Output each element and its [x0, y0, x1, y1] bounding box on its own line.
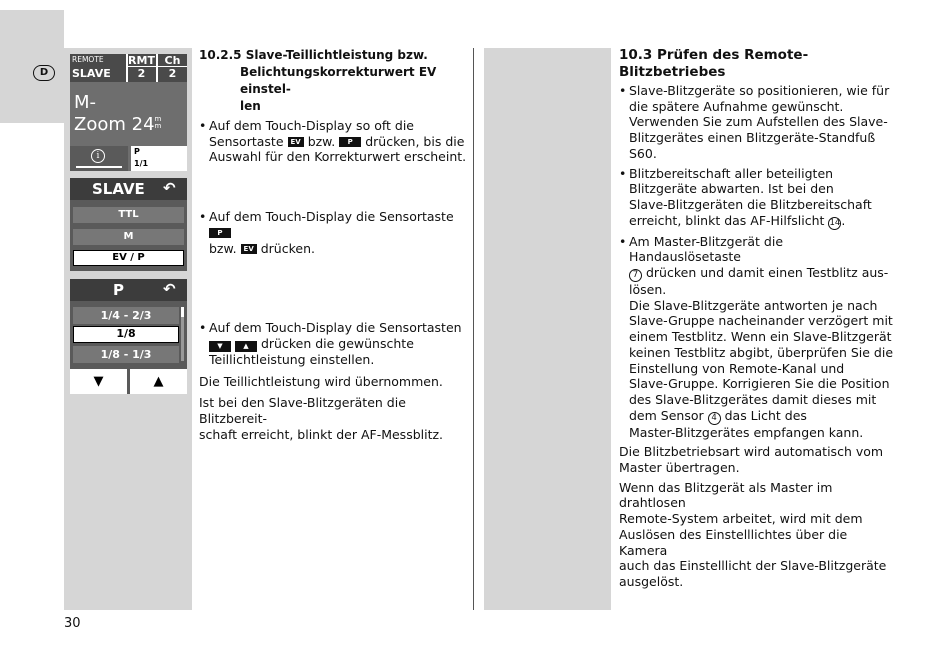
text-line: Auf dem Touch-Display die Sensortasten [209, 320, 462, 336]
slave-menu-display [70, 178, 187, 271]
text-line: Master übertragen. [619, 460, 740, 476]
p-key-icon: P [339, 137, 361, 147]
p-key-icon: P [209, 228, 231, 238]
menu-title: SLAVE [92, 180, 145, 198]
channel-label: Ch [164, 54, 181, 67]
slave-label: SLAVE [72, 67, 111, 80]
list-item: • Auf dem Touch-Display die Sensortasten ▼ ▲ drücken die gewünschte Teillichtleistung einstellen. [199, 320, 467, 367]
p-menu-display [70, 279, 187, 394]
text-line: Verwenden Sie zum Aufstellen des Slave- [629, 114, 888, 130]
text-line: schaft erreicht, blinkt der AF-Messblitz. [199, 426, 444, 442]
ev-key-icon: EV [241, 244, 257, 254]
text-line: drücken die gewünschte [260, 335, 414, 351]
power-option[interactable]: 1/8 - 1/3 [73, 346, 179, 363]
text-line: Die Slave-Blitzgeräte antworten je nach [629, 297, 878, 313]
text-line: Teillichtleistung einstellen. [209, 351, 375, 367]
reference-number: 14 [829, 217, 841, 228]
info-icon: i [91, 149, 105, 163]
left-text-column [199, 47, 467, 442]
text-line: Blitzgerätes einen Blitzgeräte-Standfuß [629, 130, 876, 146]
ev-key-icon: EV [288, 137, 304, 147]
back-icon[interactable]: ↶ [163, 179, 176, 197]
menu-option-m[interactable]: M [73, 229, 184, 245]
text-line: keinen Testblitz abgibt, überprüfen Sie die [629, 344, 894, 360]
p-label: P [134, 147, 140, 156]
menu-title: P [113, 281, 124, 299]
list-item: • Blitzbereitschaft aller beteiligten Blitzgeräte abwarten. Ist bei den Slave-Blitzgeräten die Blitzbereitschaft erreicht, blinkt das AF-Hilfslicht 14. [619, 166, 894, 230]
underline [76, 166, 122, 168]
reference-number: 7 [629, 269, 642, 282]
column-divider [473, 48, 474, 610]
unit-label [155, 116, 162, 130]
down-arrow-button[interactable]: ▼ [70, 369, 127, 394]
heading-line: len [240, 99, 261, 113]
scrollbar-thumb[interactable] [181, 307, 184, 317]
down-key-icon: ▼ [209, 341, 231, 352]
section-heading [199, 47, 467, 115]
paragraph [199, 395, 467, 442]
text-line: Master-Blitzgerätes empfangen kann. [629, 424, 864, 440]
text-line: Auf dem Touch-Display die Sensortaste [209, 209, 454, 225]
text-line: Am Master-Blitzgerät die Handauslösetaste [629, 233, 784, 265]
text-line: Slave-Gruppe nacheinander verzögert mit [629, 313, 893, 329]
mode-line: M- [74, 92, 97, 113]
text-line: Slave-Blitzgeräte so positionieren, wie für [629, 83, 890, 98]
unit-bottom: m [154, 122, 162, 130]
text-line: Ist bei den Slave-Blitzgeräten die Blitzbereit- [199, 395, 406, 427]
power-option-selected[interactable]: 1/8 [73, 326, 179, 343]
list-item: • Auf dem Touch-Display so oft die Sensortaste EV bzw. P drücken, bis die Auswahl für den Korrekturwert erscheint. [199, 118, 467, 165]
text-line: Remote-System arbeitet, wird mit dem [619, 511, 863, 527]
rmt-label: RMT [128, 54, 155, 67]
info-button[interactable] [70, 146, 128, 171]
section-heading: 10.3 Prüfen des Remote-Blitzbetriebes [619, 47, 809, 80]
status-display [70, 54, 187, 171]
text-line: bzw. [209, 240, 237, 256]
p-value: 1/1 [134, 159, 149, 168]
remote-label: REMOTE [72, 55, 104, 64]
text-line: . [841, 212, 846, 228]
rmt-value: 2 [137, 67, 146, 80]
paragraph [619, 444, 894, 475]
chapter-tab [0, 10, 64, 123]
text-line: Auswahl für den Korrekturwert erscheint. [209, 149, 467, 165]
up-key-icon: ▲ [235, 341, 257, 352]
text-line: drücken. [260, 240, 315, 256]
text-line: drücken, bis die [365, 133, 465, 149]
language-badge: D [33, 65, 55, 81]
section-number: 10.2.5 [199, 48, 242, 62]
heading-line: Slave-Teillichtleistung bzw. [245, 48, 428, 62]
text-line: Einstellung von Remote-Kanal und [629, 360, 845, 376]
text-line: Slave-Gruppe. Korrigieren Sie die Position [629, 376, 890, 392]
text-line: ausgelöst. [619, 573, 684, 589]
text-line: Die Blitzbetriebsart wird automatisch vom [619, 444, 884, 460]
paragraph: Die Teillichtleistung wird übernommen. [199, 373, 443, 389]
illustration-strip-right [484, 48, 611, 610]
back-icon[interactable]: ↶ [163, 280, 176, 298]
text-line: einem Testblitz. Wenn ein Slave-Blitzgerät [629, 329, 892, 345]
text-line: das Licht des [724, 407, 807, 423]
right-text-column [619, 47, 894, 590]
reference-number: 4 [708, 412, 721, 425]
text-line: lösen. [629, 282, 667, 298]
mode-readout [74, 92, 161, 136]
text-line: erreicht, blinkt das AF-Hilfslicht [629, 212, 825, 228]
text-line: dem Sensor [629, 407, 704, 423]
power-option[interactable]: 1/4 - 2/3 [73, 307, 179, 324]
text-line: auch das Einstelllicht der Slave-Blitzgeräte [619, 558, 887, 574]
text-line: drücken und damit einen Testblitz aus- [645, 265, 889, 281]
list-item: • Am Master-Blitzgerät die Handauslösetaste 7 drücken und damit einen Testblitz aus- lösen. Die Slave-Blitzgeräte antworten je nach Slave-Gruppe nacheinander verzögert mit einem Testblitz. Wenn ein Slave-Blitzgerät keinen Testblitz abgibt, überprüfen Sie die Einstellung von Remote-Kanal und Slave-Gruppe. Korrigieren Sie die Position des Slave-Blitzgerätes damit dieses mit dem Sensor 4 das Licht des Master-Blitzgerätes empfangen kann. [619, 233, 894, 440]
menu-option-ttl[interactable]: TTL [73, 207, 184, 223]
text-line: Slave-Blitzgeräten die Blitzbereitschaft [629, 196, 872, 212]
paragraph [619, 480, 894, 590]
text-line: Wenn das Blitzgerät als Master im drahtlosen [619, 479, 833, 511]
unit-top: m [154, 115, 162, 123]
power-level-box[interactable] [131, 146, 187, 171]
list-item: • Slave-Blitzgeräte so positionieren, wie für die spätere Aufnahme gewünscht. Verwenden Sie zum Aufstellen des Slave- Blitzgerätes einen Blitzgeräte-Standfuß S60. [619, 83, 894, 162]
text-line: bzw. [307, 133, 336, 149]
page-number: 30 [64, 616, 81, 631]
up-arrow-button[interactable]: ▲ [130, 369, 187, 394]
menu-option-ev-p[interactable]: EV / P [73, 250, 184, 266]
text-line: S60. [629, 145, 657, 161]
text-line: Sensortaste [209, 133, 284, 149]
list-item: • Auf dem Touch-Display die Sensortaste P bzw. EV drücken. [199, 209, 454, 256]
text-line: Blitzbereitschaft aller beteiligten [629, 165, 834, 181]
text-line: des Slave-Blitzgerätes damit dieses mit [629, 391, 877, 407]
heading-line: Belichtungskorrekturwert EV einstel- [240, 65, 437, 96]
text-line: die spätere Aufnahme gewünscht. [629, 98, 844, 114]
text-line: Auf dem Touch-Display so oft die [209, 118, 414, 133]
text-line: Auslösen des Einstelllichtes über die Kamera [619, 526, 848, 558]
zoom-readout: Zoom 24 [74, 114, 155, 135]
text-line: Blitzgeräte abwarten. Ist bei den [629, 181, 834, 197]
channel-value: 2 [168, 67, 177, 80]
